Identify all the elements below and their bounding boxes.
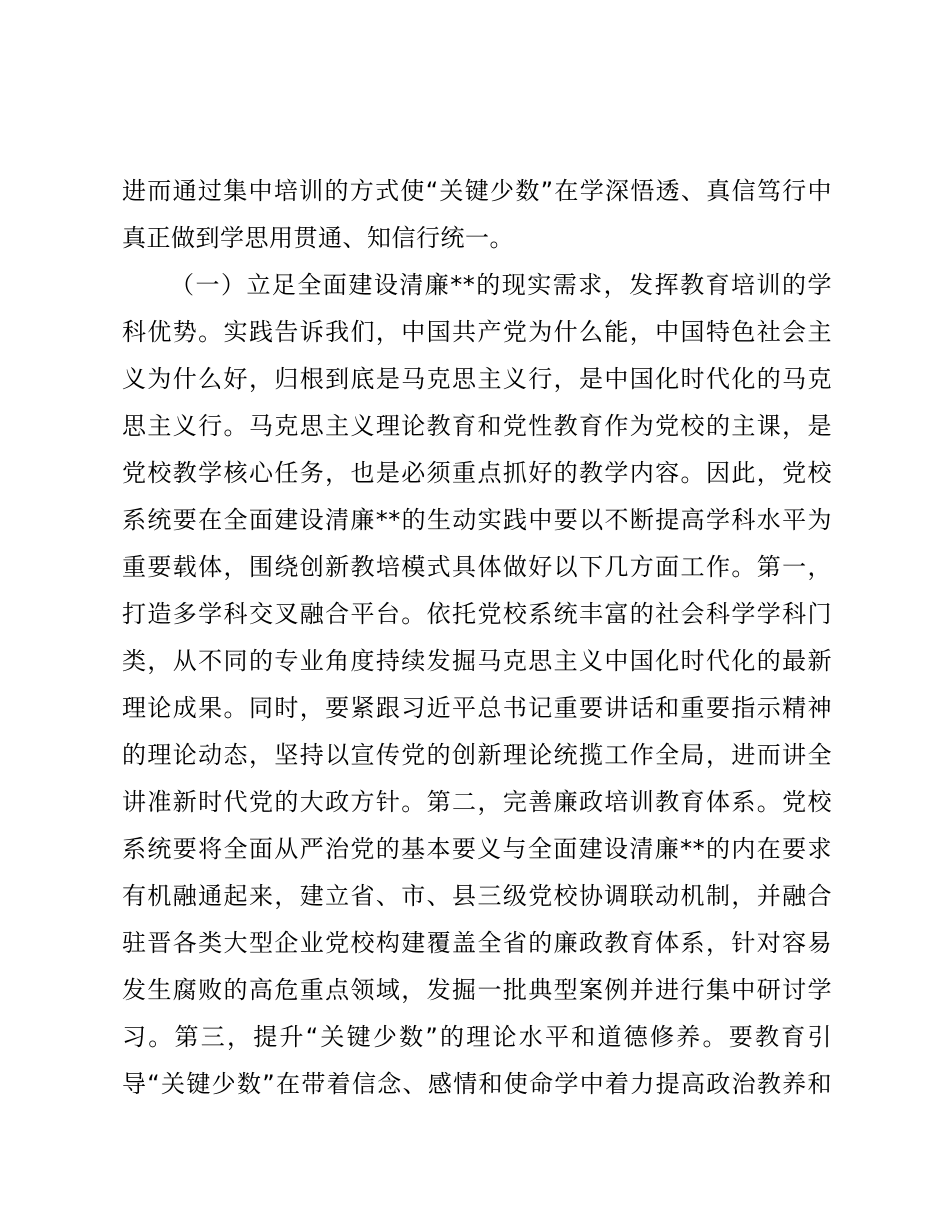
text-line: 重要载体，围绕创新教培模式具体做好以下几方面工作。第一， xyxy=(122,553,832,581)
text-line: 思主义行。马克思主义理论教育和党性教育作为党校的主课，是 xyxy=(122,412,832,440)
text-line: 打造多学科交叉融合平台。依托党校系统丰富的社会科学学科门 xyxy=(122,600,832,628)
text-line: 党校教学核心任务，也是必须重点抓好的教学内容。因此，党校 xyxy=(122,459,832,487)
text-line: 类，从不同的专业角度持续发掘马克思主义中国化时代化的最新 xyxy=(122,647,832,675)
text-line: 发生腐败的高危重点领域，发掘一批典型案例并进行集中研讨学 xyxy=(122,976,832,1004)
text-line: 理论成果。同时，要紧跟习近平总书记重要讲话和重要指示精神 xyxy=(122,694,832,722)
text-line: 驻晋各类大型企业党校构建覆盖全省的廉政教育体系，针对容易 xyxy=(122,929,832,957)
text-line: 讲准新时代党的大政方针。第二，完善廉政培训教育体系。党校 xyxy=(122,788,832,816)
text-line: 有机融通起来，建立省、市、县三级党校协调联动机制，并融合 xyxy=(122,882,832,910)
text-line: 的理论动态，坚持以宣传党的创新理论统揽工作全局，进而讲全 xyxy=(122,741,832,769)
text-line: 导“关键少数”在带着信念、感情和使命学中着力提高政治教养和 xyxy=(122,1070,832,1098)
paragraph-start-line: （一）立足全面建设清廉**的现实需求，发挥教育培训的学 xyxy=(170,271,832,299)
body-text xyxy=(122,168,832,1108)
text-line: 系统要将全面从严治党的基本要义与全面建设清廉**的内在要求 xyxy=(122,835,832,863)
text-line: 真正做到学思用贯通、知信行统一。 xyxy=(122,224,514,252)
text-line: 科优势。实践告诉我们，中国共产党为什么能，中国特色社会主 xyxy=(122,318,832,346)
text-line: 系统要在全面建设清廉**的生动实践中要以不断提高学科水平为 xyxy=(122,506,832,534)
text-line: 习。第三，提升“关键少数”的理论水平和道德修养。要教育引 xyxy=(122,1023,832,1051)
text-line: 进而通过集中培训的方式使“关键少数”在学深悟透、真信笃行中 xyxy=(122,177,832,205)
text-line: 义为什么好，归根到底是马克思主义行，是中国化时代化的马克 xyxy=(122,365,832,393)
